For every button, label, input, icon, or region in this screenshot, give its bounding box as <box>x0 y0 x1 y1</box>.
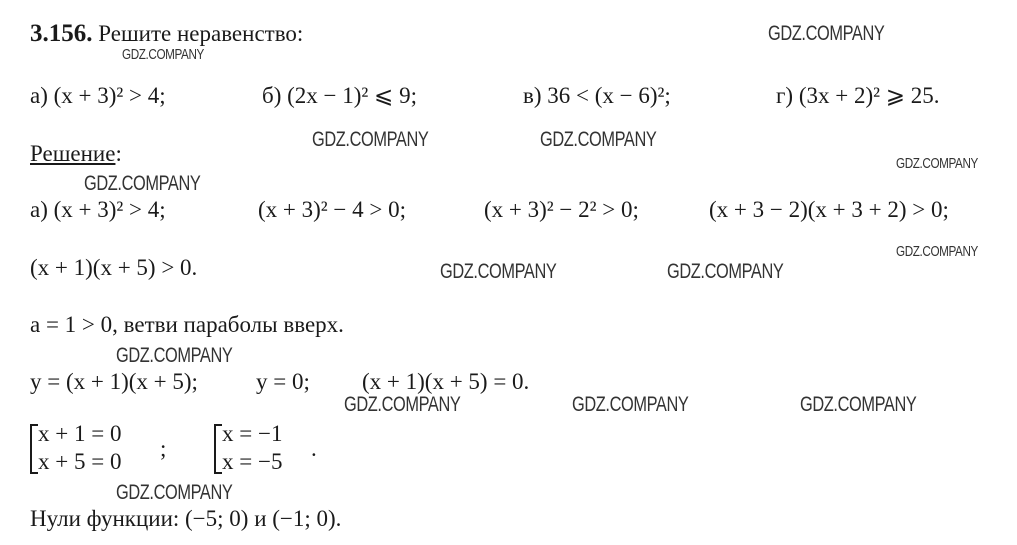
equation-system-1 <box>30 420 180 476</box>
step2-expr: (x + 1)(x + 5) > 0. <box>30 255 198 280</box>
step4-expr1: y = (x + 1)(x + 5); <box>30 369 198 394</box>
step1-expr2: (x + 3)² − 4 > 0; <box>258 197 407 222</box>
watermark: GDZ.COMPANY <box>800 393 917 416</box>
step4-expr3: (x + 1)(x + 5) = 0. <box>362 369 530 394</box>
watermark: GDZ.COMPANY <box>116 344 233 367</box>
problem-number: 3.156. <box>30 20 93 47</box>
problem-title <box>30 20 303 48</box>
bracket-icon <box>214 424 222 474</box>
watermark: GDZ.COMPANY <box>667 260 784 283</box>
watermark: GDZ.COMPANY <box>116 481 233 504</box>
step1-expr1: а) (x + 3)² > 4; <box>30 197 166 222</box>
solution-heading-label: Решение <box>30 141 116 166</box>
problem-prompt: Решите неравенство: <box>98 21 304 46</box>
bracket-icon <box>30 424 38 474</box>
watermark: GDZ.COMPANY <box>768 22 885 45</box>
system1-line2: x + 5 = 0 <box>38 449 122 474</box>
system1-punct: ; <box>160 436 167 461</box>
part-b: б) (2x − 1)² ⩽ 9; <box>262 83 417 108</box>
part-v: в) 36 < (x − 6)²; <box>523 83 671 108</box>
equation-system-2 <box>214 420 324 476</box>
watermark: GDZ.COMPANY <box>312 128 429 151</box>
zeros-text: Нули функции: (−5; 0) и (−1; 0). <box>30 506 342 531</box>
system2-punct: . <box>311 436 317 461</box>
watermark: GDZ.COMPANY <box>572 393 689 416</box>
watermark: GDZ.COMPANY <box>440 260 557 283</box>
watermark: GDZ.COMPANY <box>540 128 657 151</box>
step1-expr4: (x + 3 − 2)(x + 3 + 2) > 0; <box>709 197 949 222</box>
part-a: а) (x + 3)² > 4; <box>30 83 166 108</box>
step3-text: a = 1 > 0, ветви параболы вверх. <box>30 312 344 337</box>
watermark: GDZ.COMPANY <box>896 243 978 260</box>
watermark: GDZ.COMPANY <box>344 393 461 416</box>
step4-expr2: y = 0; <box>256 369 310 394</box>
system2-line1: x = −1 <box>222 421 283 446</box>
solution-heading <box>30 140 122 168</box>
system1-line1: x + 1 = 0 <box>38 421 122 446</box>
watermark: GDZ.COMPANY <box>896 155 978 172</box>
part-g: г) (3x + 2)² ⩾ 25. <box>776 83 940 108</box>
watermark: GDZ.COMPANY <box>122 46 204 63</box>
solution-heading-colon: : <box>115 141 122 166</box>
system2-line2: x = −5 <box>222 449 283 474</box>
watermark: GDZ.COMPANY <box>84 172 201 195</box>
step1-expr3: (x + 3)² − 2² > 0; <box>484 197 639 222</box>
